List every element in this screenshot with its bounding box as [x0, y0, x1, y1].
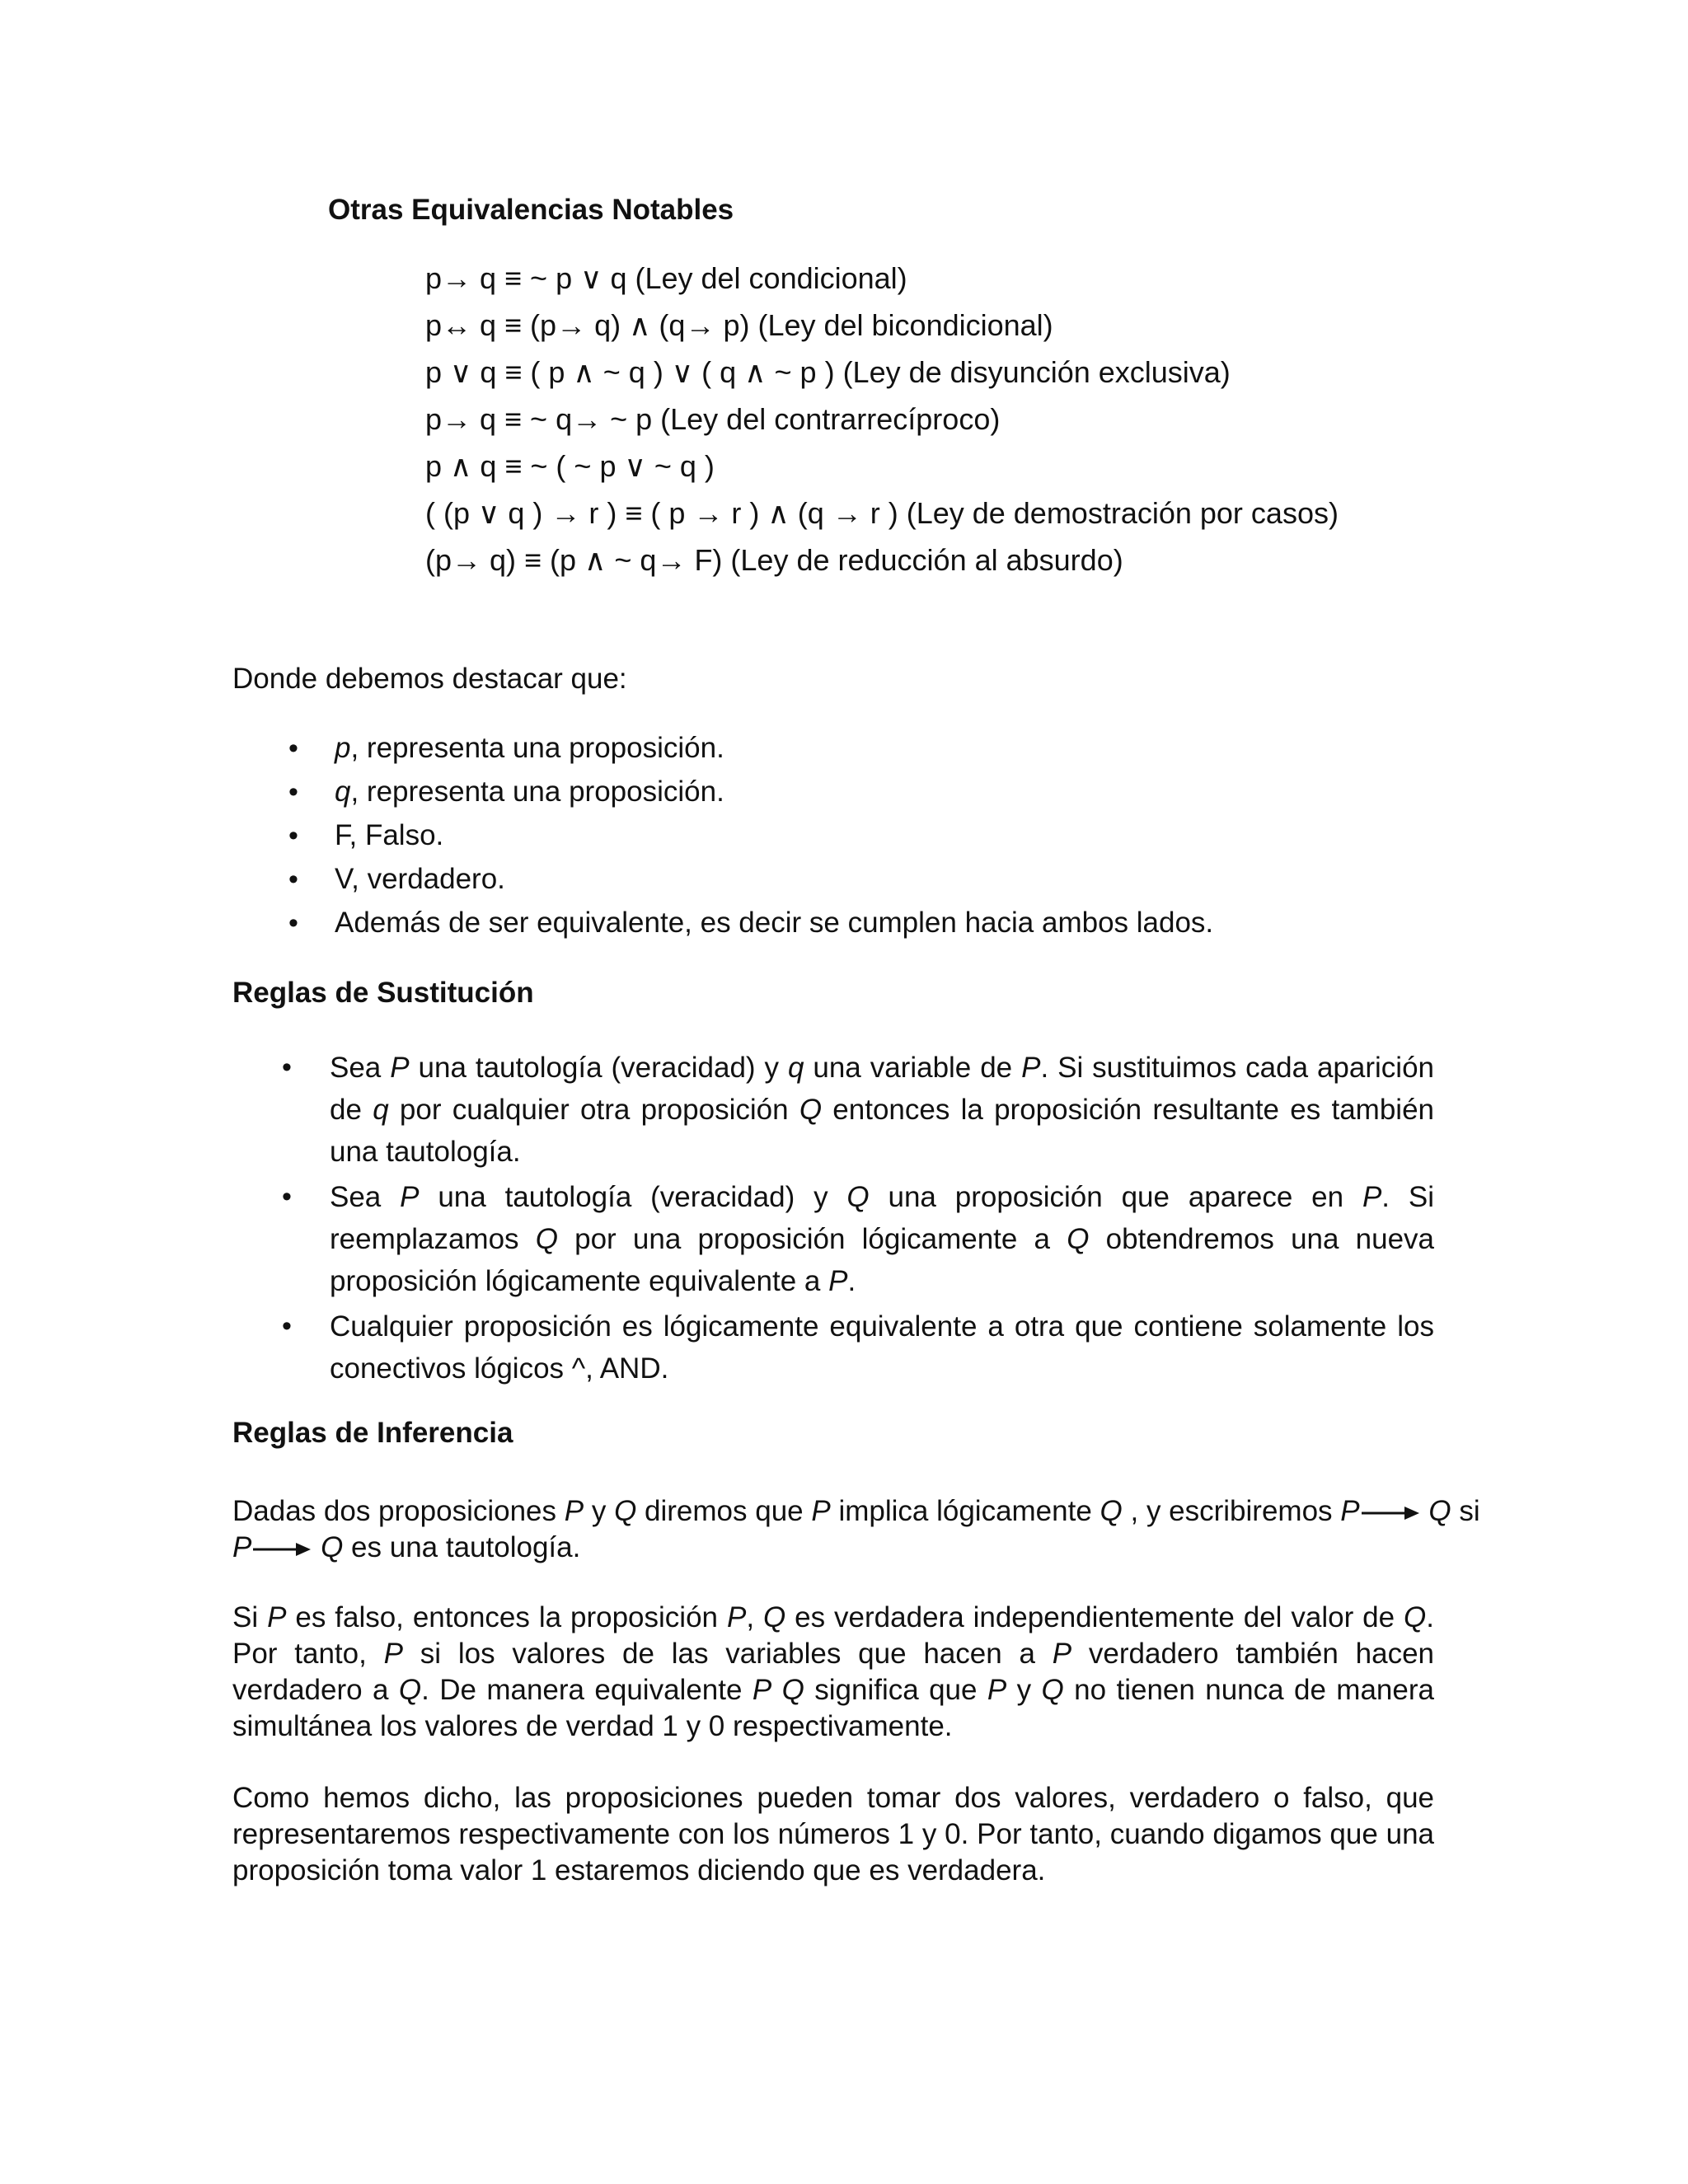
paragraph-inferencia-1: Dadas dos proposiciones P y Q diremos que P implica lógicamente Q , y escribiremos P Q si P Q es una tautología.	[232, 1495, 1480, 1563]
formula-ley-contrarreciproco: p→ q ≡ ~ q→ ~ p (Ley del contrarrecíproco)	[425, 402, 1001, 436]
bullet-icon: •	[288, 864, 298, 895]
list-item	[232, 819, 1469, 863]
bullet-icon: •	[288, 733, 298, 764]
definition-text: F, Falso.	[335, 819, 444, 851]
term-variable: p	[335, 732, 351, 764]
bullet-icon: •	[288, 820, 298, 851]
list-item	[232, 1176, 1434, 1302]
list-item	[232, 732, 1469, 776]
long-arrow-right-icon	[251, 1541, 312, 1558]
paragraph-inferencia-3: Como hemos dicho, las proposiciones pueden tomar dos valores, verdadero o falso, que representaremos respectivamente con los números 1 y 0. Por tanto, cuando digamos que una proposición toma valor 1 estaremos diciendo que es verdadera.	[232, 1782, 1434, 1886]
bullet-icon: •	[288, 907, 298, 939]
definition-text: Además de ser equivalente, es decir se cumplen hacia ambos lados.	[335, 907, 1214, 939]
formula-ley-disyuncion-exclusiva: p ∨ q ≡ ( p ∧ ~ q ) ∨ ( q ∧ ~ p ) (Ley de disyunción exclusiva)	[425, 355, 1231, 389]
heading-otras-equivalencias: Otras Equivalencias Notables	[328, 194, 734, 226]
list-item	[232, 1047, 1434, 1173]
formula-ley-bicondicional: p↔ q ≡ (p→ q) ∧ (q→ p) (Ley del bicondicional)	[425, 308, 1053, 342]
heading-reglas-inferencia: Reglas de Inferencia	[232, 1417, 513, 1449]
bullet-icon: •	[288, 776, 298, 808]
formula-ley-condicional: p→ q ≡ ~ p ∨ q (Ley del condicional)	[425, 261, 907, 295]
definition-text: , representa una proposición.	[350, 732, 724, 764]
formula-reduccion-al-absurdo: (p→ q) ≡ (p ∧ ~ q→ F) (Ley de reducción al absurdo)	[425, 543, 1123, 577]
bullet-icon: •	[282, 1052, 292, 1083]
definition-text: , representa una proposición.	[350, 776, 724, 808]
list-item	[232, 863, 1469, 907]
rule-text: Cualquier proposición es lógicamente equivalente a otra que contiene solamente los conectivos lógicos ^, AND.	[330, 1310, 1434, 1385]
bullet-icon: •	[282, 1181, 292, 1212]
bullet-icon: •	[282, 1310, 292, 1342]
list-item	[232, 1305, 1434, 1390]
formula-de-morgan: p ∧ q ≡ ~ ( ~ p ∨ ~ q )	[425, 449, 715, 483]
list-item	[232, 776, 1469, 819]
formula-demostracion-por-casos: ( (p ∨ q ) → r ) ≡ ( p → r ) ∧ (q → r ) (Ley de demostración por casos)	[425, 496, 1339, 530]
definition-text: V, verdadero.	[335, 863, 505, 895]
definitions-list	[232, 732, 1469, 950]
long-arrow-right-icon	[1360, 1505, 1421, 1521]
intro-text: Donde debemos destacar que:	[232, 663, 627, 695]
heading-reglas-sustitucion: Reglas de Sustitución	[232, 977, 534, 1009]
paragraph-inferencia-2: Si P es falso, entonces la proposición P, Q es verdadera independientemente del valor de Q. Por tanto, P si los valores de las variables que hacen a P verdadero también hacen verdadero a Q. De manera equivalente P Q significa que P y Q no tienen nunca de manera simultánea los valores de verdad 1 y 0 respectivamente.	[232, 1601, 1435, 1742]
term-variable: q	[335, 776, 351, 808]
rule-text: Sea P una tautología (veracidad) y Q una proposición que aparece en P. Si reemplazamos Q por una proposición lógicamente a Q obtendremos una nueva proposición lógicamente equivalente a P.	[330, 1181, 1434, 1297]
sustitucion-rules-list	[232, 1047, 1434, 1390]
rule-text: Sea P una tautología (veracidad) y q una variable de P. Si sustituimos cada aparición de q por cualquier otra proposición Q entonces la proposición resultante es también una tautología.	[330, 1052, 1435, 1168]
list-item	[232, 907, 1469, 950]
